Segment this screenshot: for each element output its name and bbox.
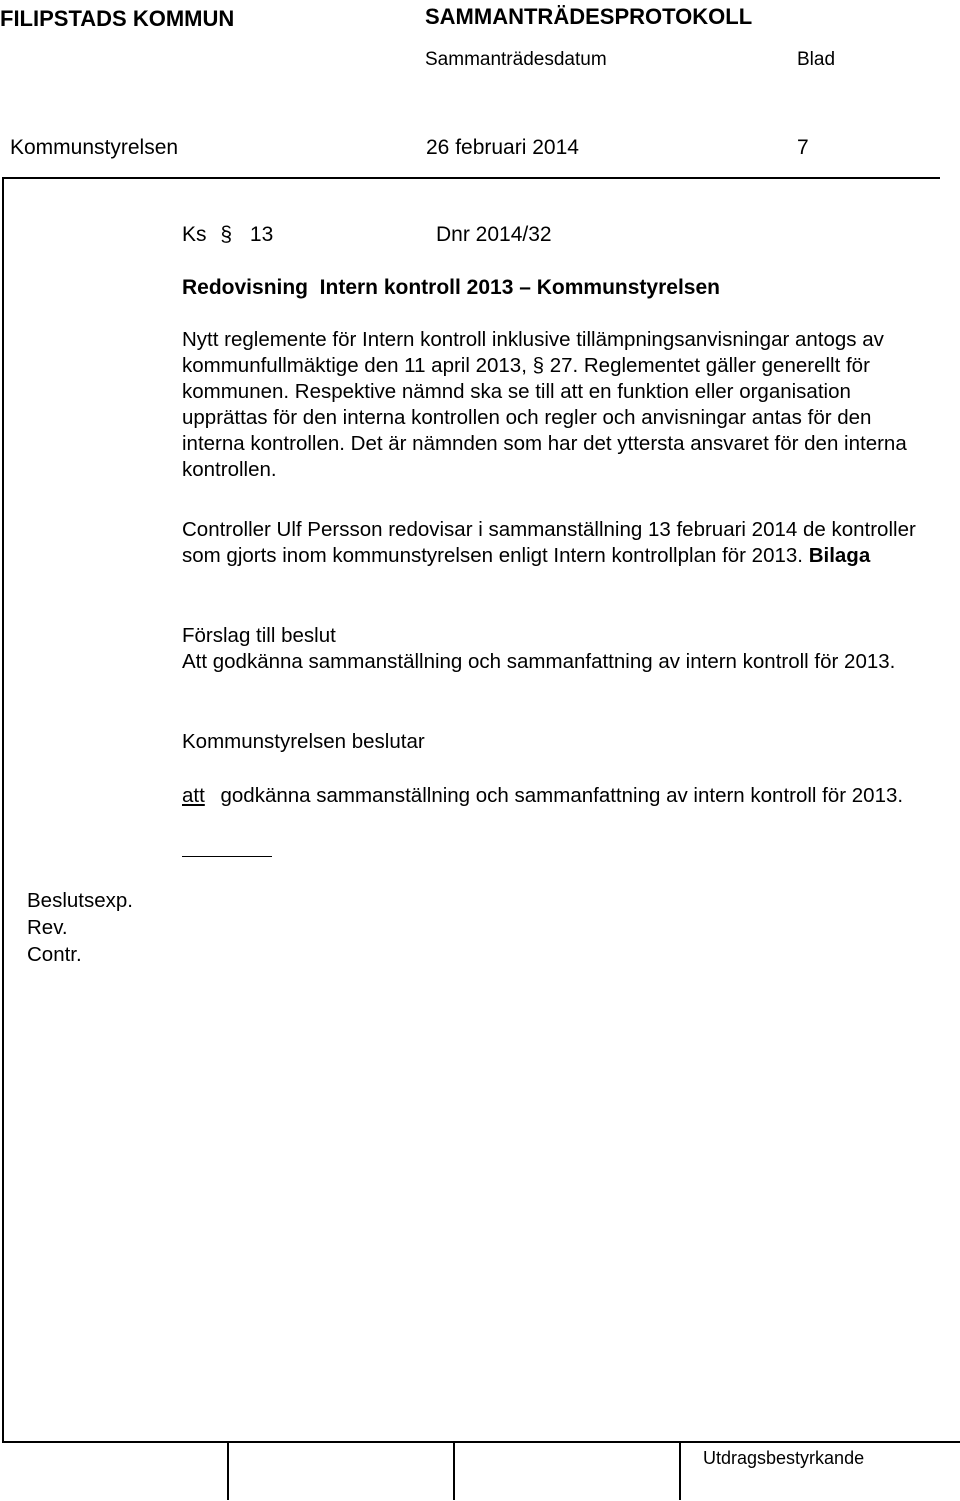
distribution-item: Rev. — [27, 916, 68, 939]
date-label: Sammanträdesdatum — [425, 49, 607, 70]
dnr-number: Dnr 2014/32 — [436, 223, 552, 246]
proposal-text: Att godkänna sammanställning och sammanfattning av intern kontroll för 2013. — [182, 650, 896, 673]
signature-box-divider — [227, 1443, 229, 1500]
intro-paragraph — [182, 327, 932, 483]
decision-text: godkänna sammanställning och sammanfattning av intern kontroll för 2013. — [220, 784, 904, 807]
ks-section — [182, 223, 273, 247]
attachment-label: Bilaga — [808, 544, 871, 567]
distribution-list — [27, 887, 133, 968]
section-sign: § — [220, 223, 233, 246]
decision-section — [182, 783, 932, 809]
page-label: Blad — [797, 49, 836, 70]
proposal-section — [182, 623, 932, 675]
ks-number: 13 — [249, 223, 274, 246]
frame-bottom-rule — [2, 1441, 960, 1443]
document-type: SAMMANTRÄDESPROTOKOLL — [425, 4, 753, 29]
controller-paragraph-text: Controller Ulf Persson redovisar i sammanställning 13 februari 2014 de kontroller som gjorts inom kommunstyrelsen enligt Intern kontrollplan för 2013. — [182, 518, 916, 567]
end-rule — [182, 856, 272, 857]
meeting-date: 26 februari 2014 — [426, 136, 579, 159]
intro-paragraph-text: Nytt reglemente för Intern kontroll inklusive tillämpningsanvisningar antogs av kommunfullmäktige den 11 april 2013, § 27. Reglementet gäller generellt för kommunen. Respektive nämnd ska se till att en funktion eller organisation upprättas för den interna kontrollen och regler och anvisningar antas för den interna kontrollen. Det är nämnden som har det yttersta ansvaret för den interna kontrollen. — [182, 328, 907, 481]
ks-prefix: Ks — [182, 223, 207, 246]
decision-att: att — [182, 784, 205, 807]
page-number: 7 — [797, 136, 809, 159]
committee-name: Kommunstyrelsen — [10, 136, 179, 159]
item-title: Redovisning Intern kontroll 2013 – Kommunstyrelsen — [182, 276, 720, 299]
certification-label: Utdragsbestyrkande — [703, 1448, 865, 1468]
controller-paragraph — [182, 517, 932, 569]
proposal-heading: Förslag till beslut — [182, 624, 336, 647]
frame-left-rule — [2, 177, 4, 1442]
signature-box-divider — [453, 1443, 455, 1500]
distribution-item: Beslutsexp. — [27, 889, 133, 912]
frame-top-rule — [2, 177, 940, 179]
signature-box-divider — [679, 1443, 681, 1500]
municipality-name: FILIPSTADS KOMMUN — [0, 6, 235, 31]
decision-heading: Kommunstyrelsen beslutar — [182, 730, 425, 753]
distribution-item: Contr. — [27, 943, 82, 966]
